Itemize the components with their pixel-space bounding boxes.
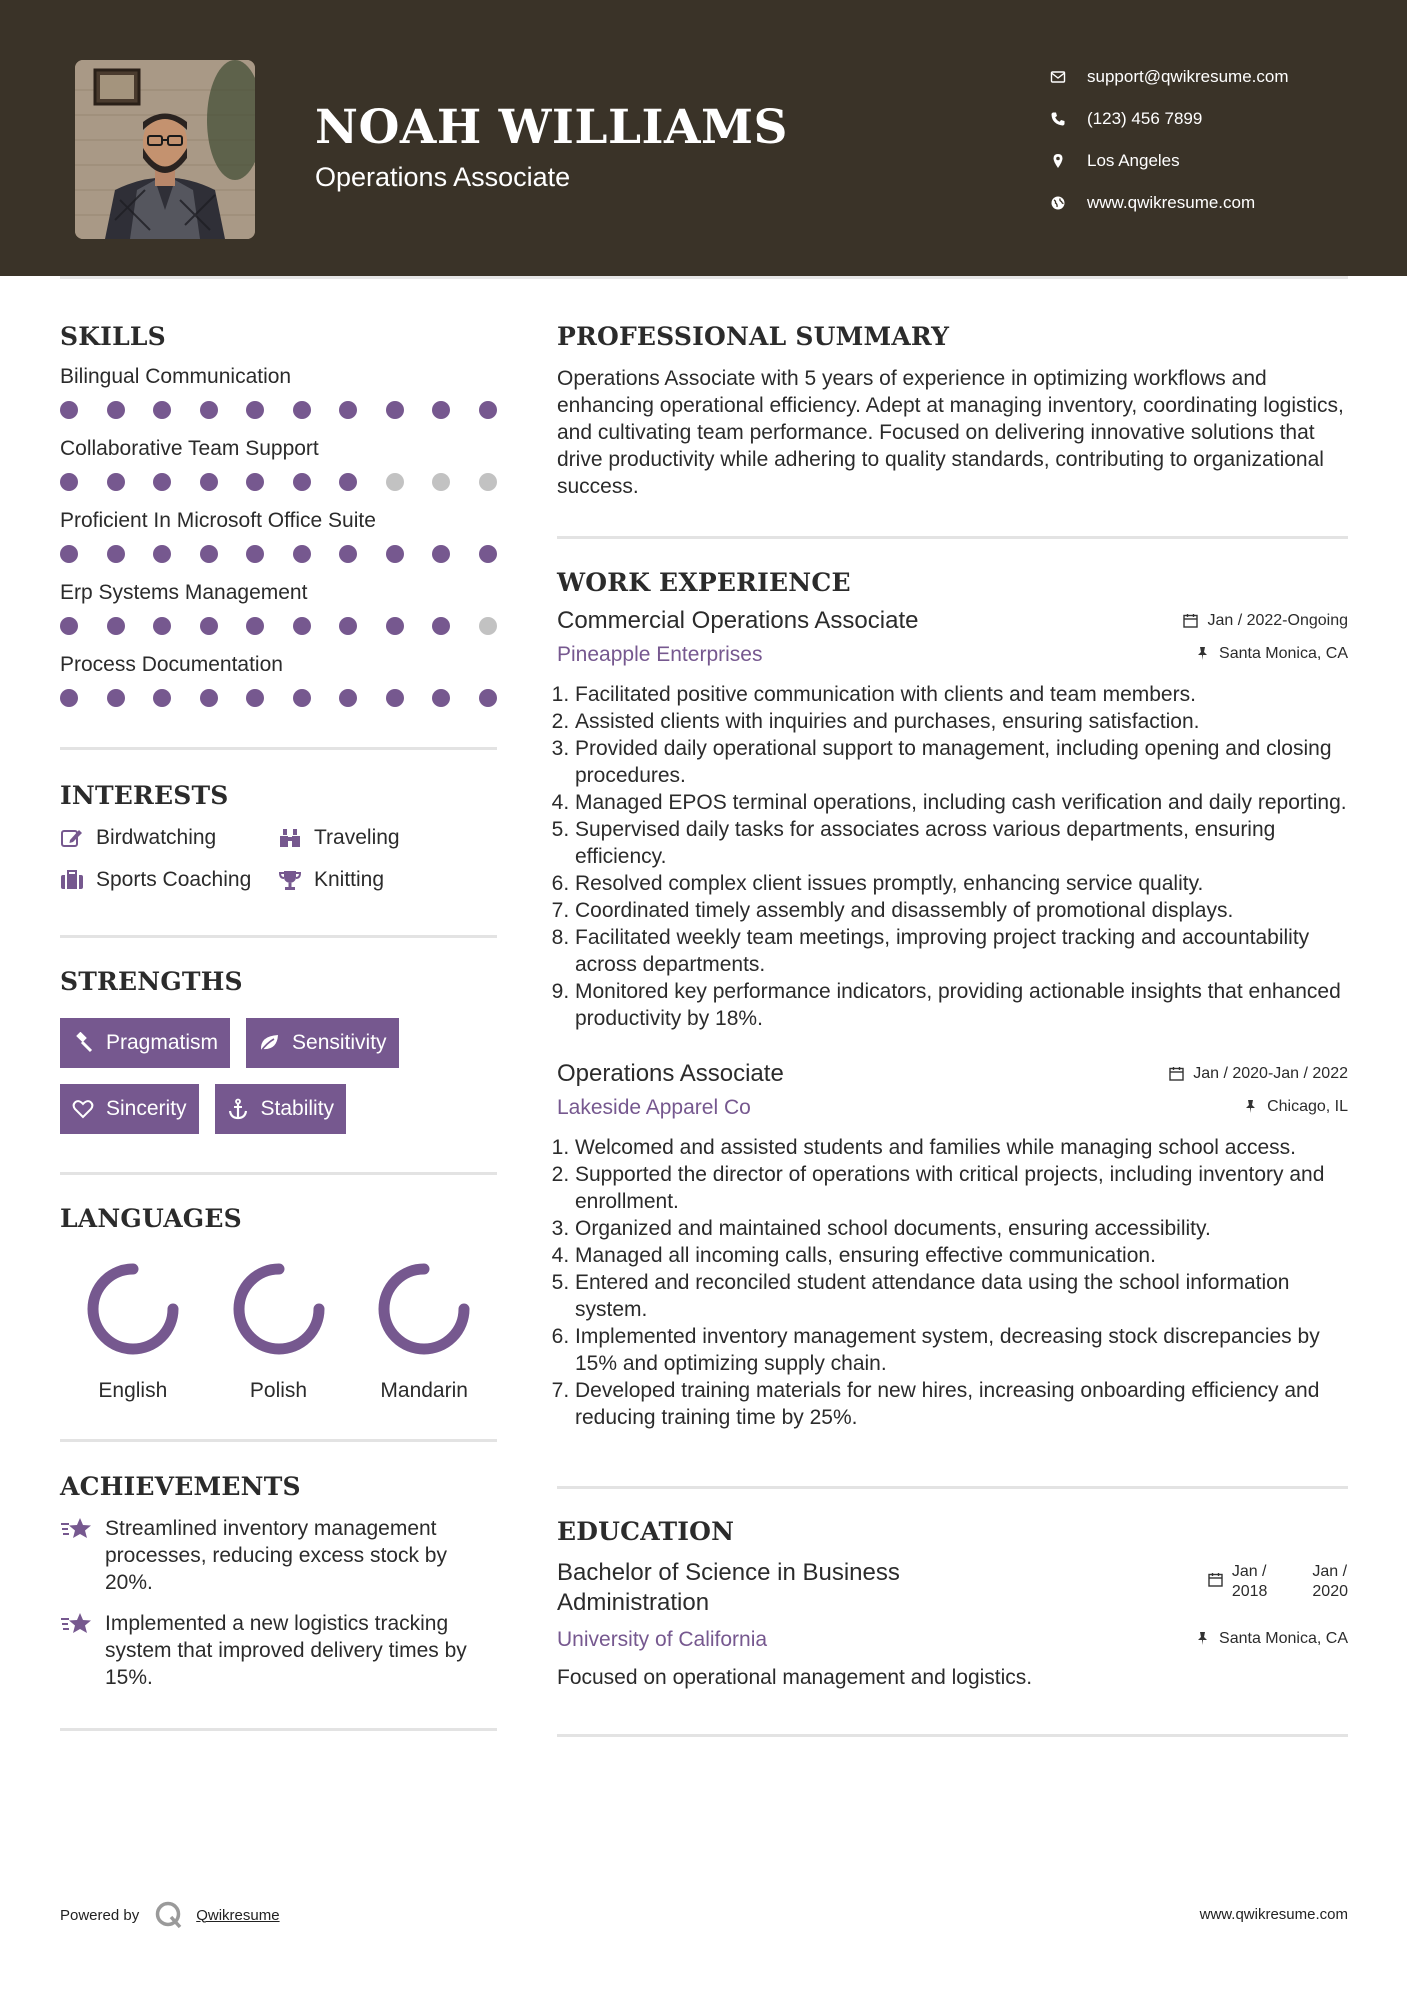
languages-heading: LANGUAGES — [60, 1204, 242, 1233]
anchor-icon — [227, 1098, 249, 1120]
skill-rating — [60, 689, 497, 707]
job-entry — [557, 1060, 1348, 1431]
interest-item — [278, 826, 478, 850]
interest-label: Sports Coaching — [96, 868, 252, 891]
rating-dot-filled — [386, 545, 404, 563]
rating-dot-filled — [153, 545, 171, 563]
strength-label: Sensitivity — [292, 1031, 387, 1054]
education-description: Focused on operational management and logistics. — [557, 1666, 1033, 1689]
gavel-icon — [72, 1032, 94, 1054]
skill-name: Proficient In Microsoft Office Suite — [60, 509, 376, 532]
rating-dot-empty — [386, 473, 404, 491]
education-start-year: 2018 — [1231, 1583, 1268, 1600]
pushpin-icon — [1243, 1099, 1267, 1114]
rating-dot-filled — [386, 401, 404, 419]
interest-item — [60, 868, 278, 892]
rating-dot-filled — [200, 401, 218, 419]
rating-dot-filled — [200, 689, 218, 707]
job-bullet: 7. Coordinated timely assembly and disassembly of promotional displays. — [575, 897, 1348, 924]
rating-dot-filled — [339, 401, 357, 419]
rating-dot-filled — [246, 545, 264, 563]
education-head — [557, 1558, 1348, 1618]
calendar-icon — [1169, 1066, 1193, 1081]
rating-dot-filled — [153, 689, 171, 707]
interest-item — [278, 868, 478, 892]
interest-label: Birdwatching — [96, 826, 217, 849]
contact-website-text: www.qwikresume.com — [1087, 193, 1256, 212]
profile-photo-illustration — [75, 60, 255, 239]
achievements-section — [60, 1472, 497, 1691]
job-bullet: 4. Managed EPOS terminal operations, including cash verification and daily reporting. — [575, 789, 1348, 816]
education-start-month: Jan / — [1231, 1563, 1267, 1580]
rating-dot-filled — [339, 473, 357, 491]
job-bullet: 9. Monitored key performance indicators, providing actionable insights that enhanced productivity by 18%. — [575, 978, 1348, 1032]
language-item — [60, 1259, 206, 1403]
rating-dot-filled — [107, 401, 125, 419]
profile-photo — [75, 60, 255, 239]
job-bullet: 2. Assisted clients with inquiries and purchases, ensuring satisfaction. — [575, 708, 1348, 735]
rating-dot-filled — [60, 689, 78, 707]
left-column — [60, 322, 497, 1731]
job-bullets — [557, 681, 1348, 1032]
job-bullet: 4. Managed all incoming calls, ensuring effective communication. — [575, 1242, 1348, 1269]
skill-name: Erp Systems Management — [60, 581, 308, 604]
interests-section — [60, 781, 497, 892]
rating-dot-filled — [153, 401, 171, 419]
rating-dot-filled — [107, 689, 125, 707]
job-company: Pineapple Enterprises — [557, 643, 763, 666]
language-proficiency-arc — [374, 1259, 474, 1359]
job-dates-text: Jan / 2020-Jan / 2022 — [1193, 1064, 1348, 1082]
job-location-text: Chicago, IL — [1267, 1097, 1348, 1115]
rating-dot-filled — [200, 545, 218, 563]
section-divider — [60, 1172, 497, 1175]
language-name: Mandarin — [380, 1379, 468, 1402]
contact-location — [1050, 140, 1289, 182]
contact-website[interactable] — [1050, 182, 1289, 224]
strengths-heading: STRENGTHS — [60, 967, 243, 996]
section-divider — [60, 935, 497, 938]
rating-dot-filled — [153, 617, 171, 635]
right-column — [557, 322, 1348, 1737]
footer-website[interactable]: www.qwikresume.com — [1199, 1906, 1348, 1923]
rating-dot-filled — [60, 545, 78, 563]
rating-dot-filled — [246, 689, 264, 707]
language-name: Polish — [249, 1379, 308, 1402]
job-bullet: 5. Entered and reconciled student attendance data using the school information system. — [575, 1269, 1348, 1323]
job-bullet: 3. Organized and maintained school documents, ensuring accessibility. — [575, 1215, 1348, 1242]
strength-label: Stability — [260, 1097, 335, 1120]
header-divider — [60, 276, 1348, 279]
rating-dot-filled — [107, 617, 125, 635]
leaf-icon — [258, 1032, 280, 1054]
star-icon — [60, 1610, 94, 1638]
interests-list — [60, 826, 497, 892]
phone-icon — [1050, 111, 1087, 127]
achievements-heading: ACHIEVEMENTS — [60, 1472, 301, 1501]
skill-name: Collaborative Team Support — [60, 437, 319, 460]
skill-rating — [60, 401, 497, 419]
contact-email[interactable] — [1050, 56, 1289, 98]
job-bullet: 7. Developed training materials for new hires, increasing onboarding efficiency and reducing training time by 25%. — [575, 1377, 1348, 1431]
rating-dot-filled — [479, 689, 497, 707]
education-school: University of California — [557, 1628, 768, 1651]
rating-dot-filled — [200, 473, 218, 491]
language-item — [206, 1259, 352, 1403]
job-header — [557, 607, 1348, 635]
skill-rating — [60, 545, 497, 563]
calendar-icon — [1208, 1572, 1223, 1587]
job-bullet: 6. Implemented inventory management system, decreasing stock discrepancies by 15% and optimizing supply chain. — [575, 1323, 1348, 1377]
education-degree-line1: Bachelor of Science in Business — [557, 1559, 900, 1586]
pushpin-icon — [1195, 646, 1219, 661]
skills-heading: SKILLS — [60, 322, 166, 351]
job-location — [1195, 645, 1348, 663]
rating-dot-filled — [432, 401, 450, 419]
interest-label: Traveling — [314, 826, 400, 849]
rating-dot-filled — [200, 617, 218, 635]
rating-dot-filled — [293, 617, 311, 635]
job-dates — [1169, 1065, 1348, 1083]
rating-dot-filled — [293, 545, 311, 563]
language-proficiency-arc — [83, 1259, 183, 1359]
rating-dot-filled — [339, 689, 357, 707]
strength-tag — [60, 1018, 230, 1068]
contact-phone[interactable] — [1050, 98, 1289, 140]
education-degree-line2: Administration — [557, 1589, 710, 1616]
rating-dot-filled — [479, 545, 497, 563]
rating-dot-filled — [60, 401, 78, 419]
experience-section — [557, 568, 1348, 1431]
rating-dot-filled — [246, 473, 264, 491]
rating-dot-empty — [432, 473, 450, 491]
education-dates — [1208, 1562, 1348, 1618]
section-divider — [557, 1486, 1348, 1489]
rating-dot-empty — [479, 617, 497, 635]
education-end-year: 2020 — [1312, 1583, 1348, 1600]
job-dates — [1183, 612, 1348, 630]
contact-email-text: support@qwikresume.com — [1087, 67, 1289, 86]
edit-icon — [60, 827, 84, 849]
briefcase-icon — [60, 869, 84, 891]
education-start — [1232, 1562, 1268, 1602]
trophy-icon — [278, 869, 302, 891]
jobs-list — [557, 607, 1348, 1431]
job-header — [557, 1060, 1348, 1088]
map-pin-icon — [1050, 153, 1087, 169]
qwikresume-link[interactable]: Qwikresume — [196, 1906, 280, 1924]
strength-label: Pragmatism — [106, 1031, 219, 1054]
rating-dot-filled — [246, 617, 264, 635]
summary-text: Operations Associate with 5 years of experience in optimizing workflows and enhancing operational efficiency. Adept at managing inventory, coordinating logistics, and cultivating team performance. Focused on delivering innovative solutions that drive productivity while adhering to quality standards, contributing to organizational success. — [557, 367, 1344, 498]
languages-list — [60, 1259, 497, 1403]
binoculars-icon — [278, 827, 302, 849]
rating-dot-filled — [60, 473, 78, 491]
experience-heading: WORK EXPERIENCE — [557, 568, 851, 597]
language-arc-fill — [93, 1269, 173, 1349]
job-subheader — [557, 643, 1348, 667]
skill-name: Process Documentation — [60, 653, 283, 676]
calendar-icon — [1183, 613, 1207, 628]
rating-dot-filled — [153, 473, 171, 491]
pushpin-icon — [1195, 1631, 1210, 1646]
rating-dot-filled — [479, 401, 497, 419]
job-bullet: 5. Supervised daily tasks for associates across various departments, ensuring efficiency. — [575, 816, 1348, 870]
job-bullet: 2. Supported the director of operations with critical projects, including inventory and enrollment. — [575, 1161, 1348, 1215]
summary-heading: PROFESSIONAL SUMMARY — [557, 322, 950, 351]
language-arc-fill — [239, 1269, 319, 1349]
rating-dot-filled — [60, 617, 78, 635]
rating-dot-filled — [339, 545, 357, 563]
rating-dot-filled — [339, 617, 357, 635]
heart-icon — [72, 1098, 94, 1120]
skills-section — [60, 322, 497, 707]
language-name: English — [98, 1379, 168, 1402]
rating-dot-filled — [386, 689, 404, 707]
contact-phone-text: (123) 456 7899 — [1087, 109, 1203, 128]
strength-tag — [246, 1018, 399, 1068]
rating-dot-filled — [246, 401, 264, 419]
education-end — [1312, 1562, 1348, 1602]
candidate-name: NOAH WILLIAMS — [315, 100, 788, 155]
job-entry — [557, 607, 1348, 1032]
job-location-text: Santa Monica, CA — [1219, 644, 1348, 662]
rating-dot-filled — [293, 473, 311, 491]
job-role: Commercial Operations Associate — [557, 607, 919, 634]
section-divider — [557, 536, 1348, 539]
rating-dot-filled — [107, 473, 125, 491]
star-icon — [60, 1515, 94, 1543]
strengths-list — [60, 1018, 497, 1134]
section-divider — [60, 747, 497, 750]
rating-dot-filled — [432, 617, 450, 635]
job-bullet: 8. Facilitated weekly team meetings, improving project tracking and accountability across departments. — [575, 924, 1348, 978]
section-divider — [557, 1734, 1348, 1737]
strengths-section — [60, 967, 497, 1134]
education-location-text: Santa Monica, CA — [1219, 1629, 1348, 1647]
summary-section — [557, 322, 1348, 500]
job-bullets — [557, 1134, 1348, 1431]
languages-section — [60, 1204, 497, 1403]
job-dates-text: Jan / 2022-Ongoing — [1207, 611, 1348, 629]
strength-label: Sincerity — [106, 1097, 187, 1120]
rating-dot-filled — [386, 617, 404, 635]
contact-info — [1050, 56, 1289, 224]
job-location — [1243, 1098, 1348, 1116]
candidate-title: Operations Associate — [315, 162, 571, 192]
powered-by-text: Powered by — [60, 1906, 140, 1924]
education-end-month: Jan / — [1312, 1563, 1348, 1580]
qwikresume-logo-icon — [154, 1900, 184, 1930]
education-location — [1195, 1630, 1348, 1648]
skills-list — [60, 365, 497, 707]
job-bullet: 1. Welcomed and assisted students and families while managing school access. — [575, 1134, 1348, 1161]
achievement-item — [60, 1610, 497, 1691]
rating-dot-filled — [293, 689, 311, 707]
interests-heading: INTERESTS — [60, 781, 229, 810]
language-arc-fill — [384, 1269, 464, 1349]
education-degree — [557, 1558, 900, 1618]
section-divider — [60, 1728, 497, 1731]
rating-dot-filled — [107, 545, 125, 563]
job-bullet: 3. Provided daily operational support to management, including opening and closing procedures. — [575, 735, 1348, 789]
strength-tag — [215, 1084, 347, 1134]
contact-location-text: Los Angeles — [1087, 151, 1180, 170]
strength-tag — [60, 1084, 199, 1134]
interest-item — [60, 826, 278, 850]
job-subheader — [557, 1096, 1348, 1120]
language-proficiency-arc — [229, 1259, 329, 1359]
section-divider — [60, 1439, 497, 1442]
education-sub — [557, 1628, 1348, 1652]
achievement-item — [60, 1515, 497, 1596]
job-bullet: 1. Facilitated positive communication with clients and team members. — [575, 681, 1348, 708]
footer-powered-by — [60, 1900, 280, 1930]
skill-rating — [60, 617, 497, 635]
job-company: Lakeside Apparel Co — [557, 1096, 751, 1119]
achievement-text: Streamlined inventory management processes, reducing excess stock by 20%. — [105, 1517, 447, 1594]
skill-name: Bilingual Communication — [60, 365, 292, 388]
interest-label: Knitting — [314, 868, 385, 891]
globe-icon — [1050, 195, 1087, 211]
rating-dot-empty — [479, 473, 497, 491]
job-role: Operations Associate — [557, 1060, 784, 1087]
resume-header — [0, 0, 1407, 276]
envelope-icon — [1050, 69, 1087, 85]
skill-rating — [60, 473, 497, 491]
education-section — [557, 1517, 1348, 1691]
achievement-text: Implemented a new logistics tracking system that improved delivery times by 15%. — [105, 1612, 467, 1689]
language-item — [351, 1259, 497, 1403]
education-heading: EDUCATION — [557, 1517, 735, 1546]
rating-dot-filled — [293, 401, 311, 419]
rating-dot-filled — [432, 689, 450, 707]
rating-dot-filled — [432, 545, 450, 563]
job-bullet: 6. Resolved complex client issues promptly, enhancing service quality. — [575, 870, 1348, 897]
